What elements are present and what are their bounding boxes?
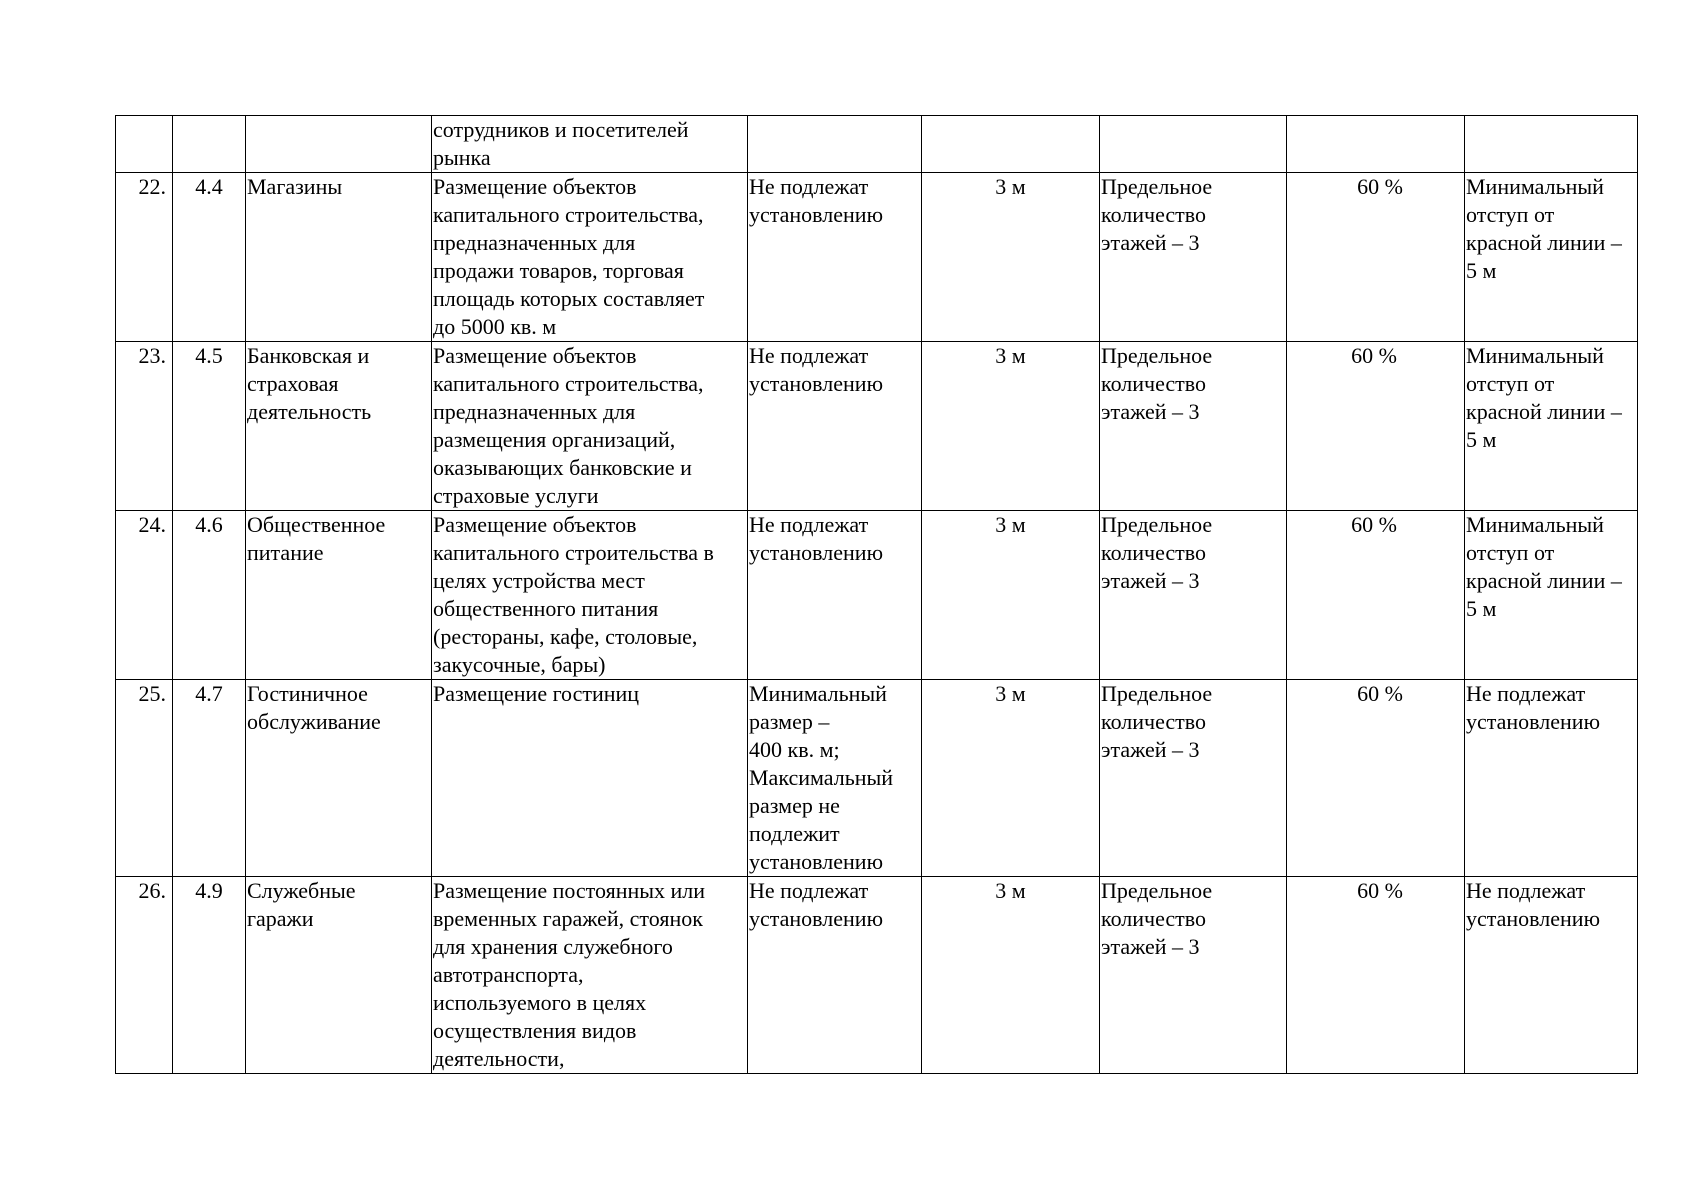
use-code [173, 116, 246, 173]
use-code: 4.7 [173, 680, 246, 877]
row-number: 26. [116, 877, 173, 1074]
max-floors [1100, 116, 1287, 173]
restrictions: Не подлежат установлению [1465, 877, 1638, 1074]
plot-size [748, 116, 922, 173]
plot-size: Не подлежат установлению [748, 511, 922, 680]
max-floors: Предельное количество этажей – 3 [1100, 342, 1287, 511]
use-description: Размещение постоянных или временных гаражей, стоянок для хранения служебного автотранспорта, используемого в целях осуществления видов деятельности, [432, 877, 748, 1074]
row-number: 25. [116, 680, 173, 877]
table-row [116, 342, 1638, 511]
plot-size: Минимальный размер – 400 кв. м; Максимальный размер не подлежит установлению [748, 680, 922, 877]
min-setback: 3 м [922, 511, 1100, 680]
use-code: 4.4 [173, 173, 246, 342]
plot-size: Не подлежат установлению [748, 877, 922, 1074]
max-coverage [1287, 116, 1465, 173]
use-code: 4.5 [173, 342, 246, 511]
restrictions: Минимальный отступ от красной линии – 5 м [1465, 173, 1638, 342]
use-description: Размещение объектов капитального строительства, предназначенных для размещения организаций, оказывающих банковские и страховые услуги [432, 342, 748, 511]
table-row [116, 173, 1638, 342]
use-description: сотрудников и посетителей рынка [432, 116, 748, 173]
max-coverage: 60 % [1287, 173, 1465, 342]
max-floors: Предельное количество этажей – 3 [1100, 173, 1287, 342]
max-coverage: 60 % [1287, 342, 1465, 511]
table-row [116, 680, 1638, 877]
plot-size: Не подлежат установлению [748, 173, 922, 342]
row-number: 24. [116, 511, 173, 680]
use-description: Размещение объектов капитального строительства в целях устройства мест общественного питания (рестораны, кафе, столовые, закусочные, бары) [432, 511, 748, 680]
use-name: Гостиничное обслуживание [246, 680, 432, 877]
max-coverage: 60 % [1287, 680, 1465, 877]
min-setback: 3 м [922, 342, 1100, 511]
max-floors: Предельное количество этажей – 3 [1100, 511, 1287, 680]
row-number [116, 116, 173, 173]
min-setback: 3 м [922, 173, 1100, 342]
use-name: Магазины [246, 173, 432, 342]
row-number: 23. [116, 342, 173, 511]
table-row [116, 877, 1638, 1074]
max-floors: Предельное количество этажей – 3 [1100, 680, 1287, 877]
restrictions [1465, 116, 1638, 173]
min-setback: 3 м [922, 680, 1100, 877]
use-description: Размещение объектов капитального строительства, предназначенных для продажи товаров, торговая площадь которых составляет до 5000 кв. м [432, 173, 748, 342]
use-name: Банковская и страховая деятельность [246, 342, 432, 511]
restrictions: Минимальный отступ от красной линии – 5 м [1465, 511, 1638, 680]
use-code: 4.6 [173, 511, 246, 680]
use-name [246, 116, 432, 173]
min-setback [922, 116, 1100, 173]
use-description: Размещение гостиниц [432, 680, 748, 877]
regulations-table [115, 115, 1638, 1074]
min-setback: 3 м [922, 877, 1100, 1074]
plot-size: Не подлежат установлению [748, 342, 922, 511]
max-floors: Предельное количество этажей – 3 [1100, 877, 1287, 1074]
table-row [116, 511, 1638, 680]
use-name: Общественное питание [246, 511, 432, 680]
use-name: Служебные гаражи [246, 877, 432, 1074]
use-code: 4.9 [173, 877, 246, 1074]
max-coverage: 60 % [1287, 877, 1465, 1074]
restrictions: Не подлежат установлению [1465, 680, 1638, 877]
restrictions: Минимальный отступ от красной линии – 5 м [1465, 342, 1638, 511]
table-row [116, 116, 1638, 173]
max-coverage: 60 % [1287, 511, 1465, 680]
row-number: 22. [116, 173, 173, 342]
